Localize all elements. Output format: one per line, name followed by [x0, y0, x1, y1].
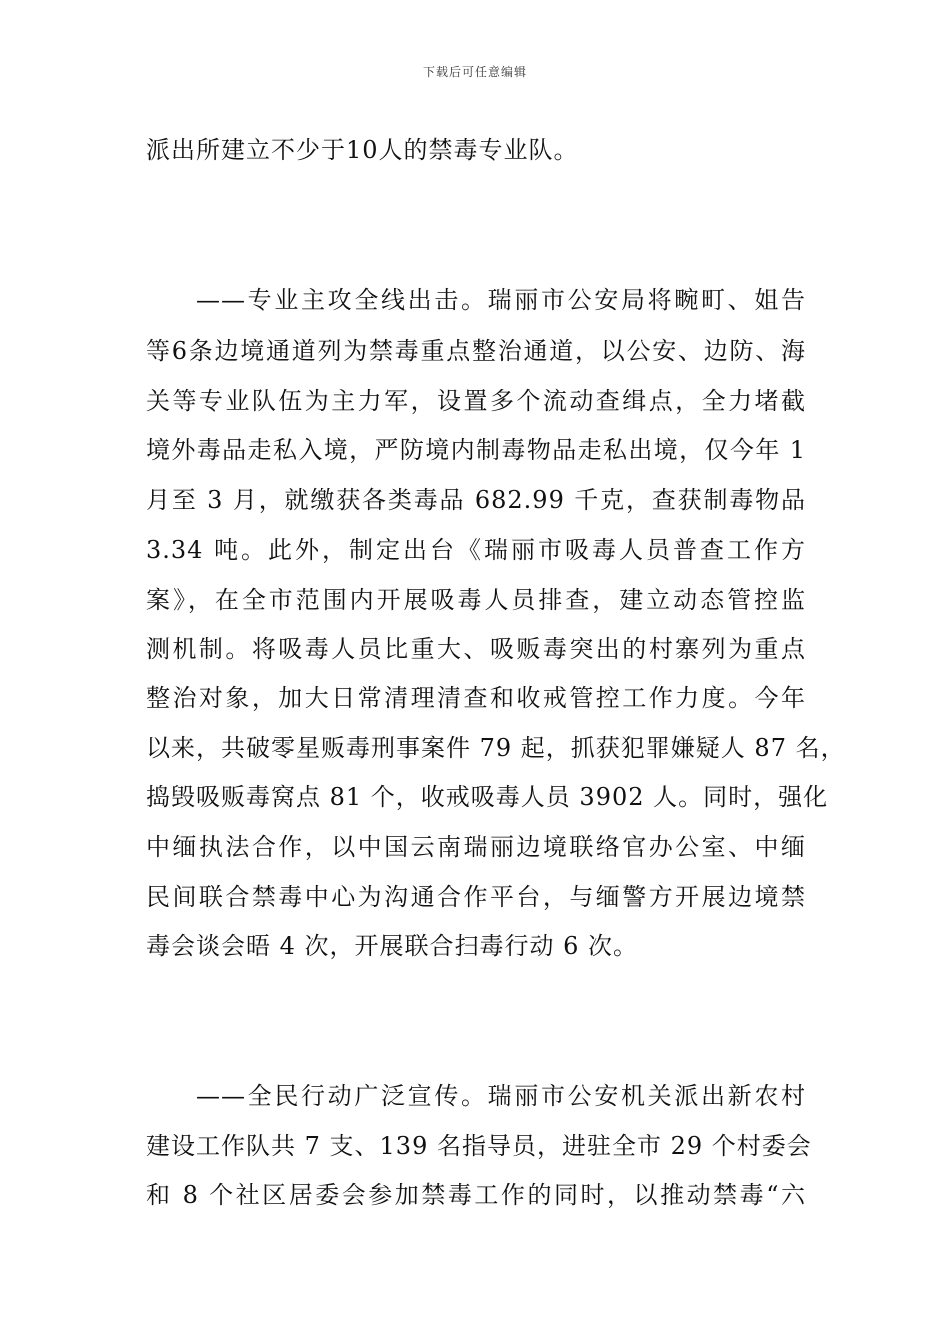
- text-line: ——全民行动广泛宣传。瑞丽市公安机关派出新农村: [196, 1082, 806, 1110]
- text-line: 关等专业队伍为主力军，设置多个流动查缉点，全力堵截: [146, 387, 806, 415]
- text-line: 3.34 吨。此外，制定出台《瑞丽市吸毒人员普查工作方: [146, 536, 806, 564]
- text-line: 毒会谈会晤 4 次，开展联合扫毒行动 6 次。: [146, 932, 639, 960]
- text-line: 整治对象，加大日常清理清查和收戒管控工作力度。今年: [146, 684, 806, 712]
- text-line: 以来，共破零星贩毒刑事案件 79 起，抓获犯罪嫌疑人 87 名，: [146, 734, 846, 762]
- text-line: ——专业主攻全线出击。瑞丽市公安局将畹町、姐告: [196, 286, 806, 314]
- page-header: 下载后可任意编辑: [422, 65, 527, 79]
- text-line: 和 8 个社区居委会参加禁毒工作的同时，以推动禁毒“六: [146, 1181, 806, 1209]
- text-line: 建设工作队共 7 支、139 名指导员，进驻全市 29 个村委会: [146, 1132, 812, 1160]
- text-line: 民间联合禁毒中心为沟通合作平台，与缅警方开展边境禁: [146, 883, 806, 911]
- text-line: 境外毒品走私入境，严防境内制毒物品走私出境，仅今年 1: [146, 436, 806, 464]
- text-line: 案》，在全市范围内开展吸毒人员排查，建立动态管控监: [146, 586, 806, 614]
- text-line: 捣毁吸贩毒窝点 81 个，收戒吸毒人员 3902 人。同时，强化: [146, 783, 829, 811]
- text-line: 中缅执法合作，以中国云南瑞丽边境联络官办公室、中缅: [146, 833, 806, 861]
- text-line: 等6条边境通道列为禁毒重点整治通道，以公安、边防、海: [146, 337, 806, 365]
- text-line: 月至 3 月，就缴获各类毒品 682.99 千克，查获制毒物品: [146, 486, 806, 514]
- text-line: 派出所建立不少于10人的禁毒专业队。: [146, 136, 579, 164]
- text-line: 测机制。将吸毒人员比重大、吸贩毒突出的村寨列为重点: [146, 635, 806, 663]
